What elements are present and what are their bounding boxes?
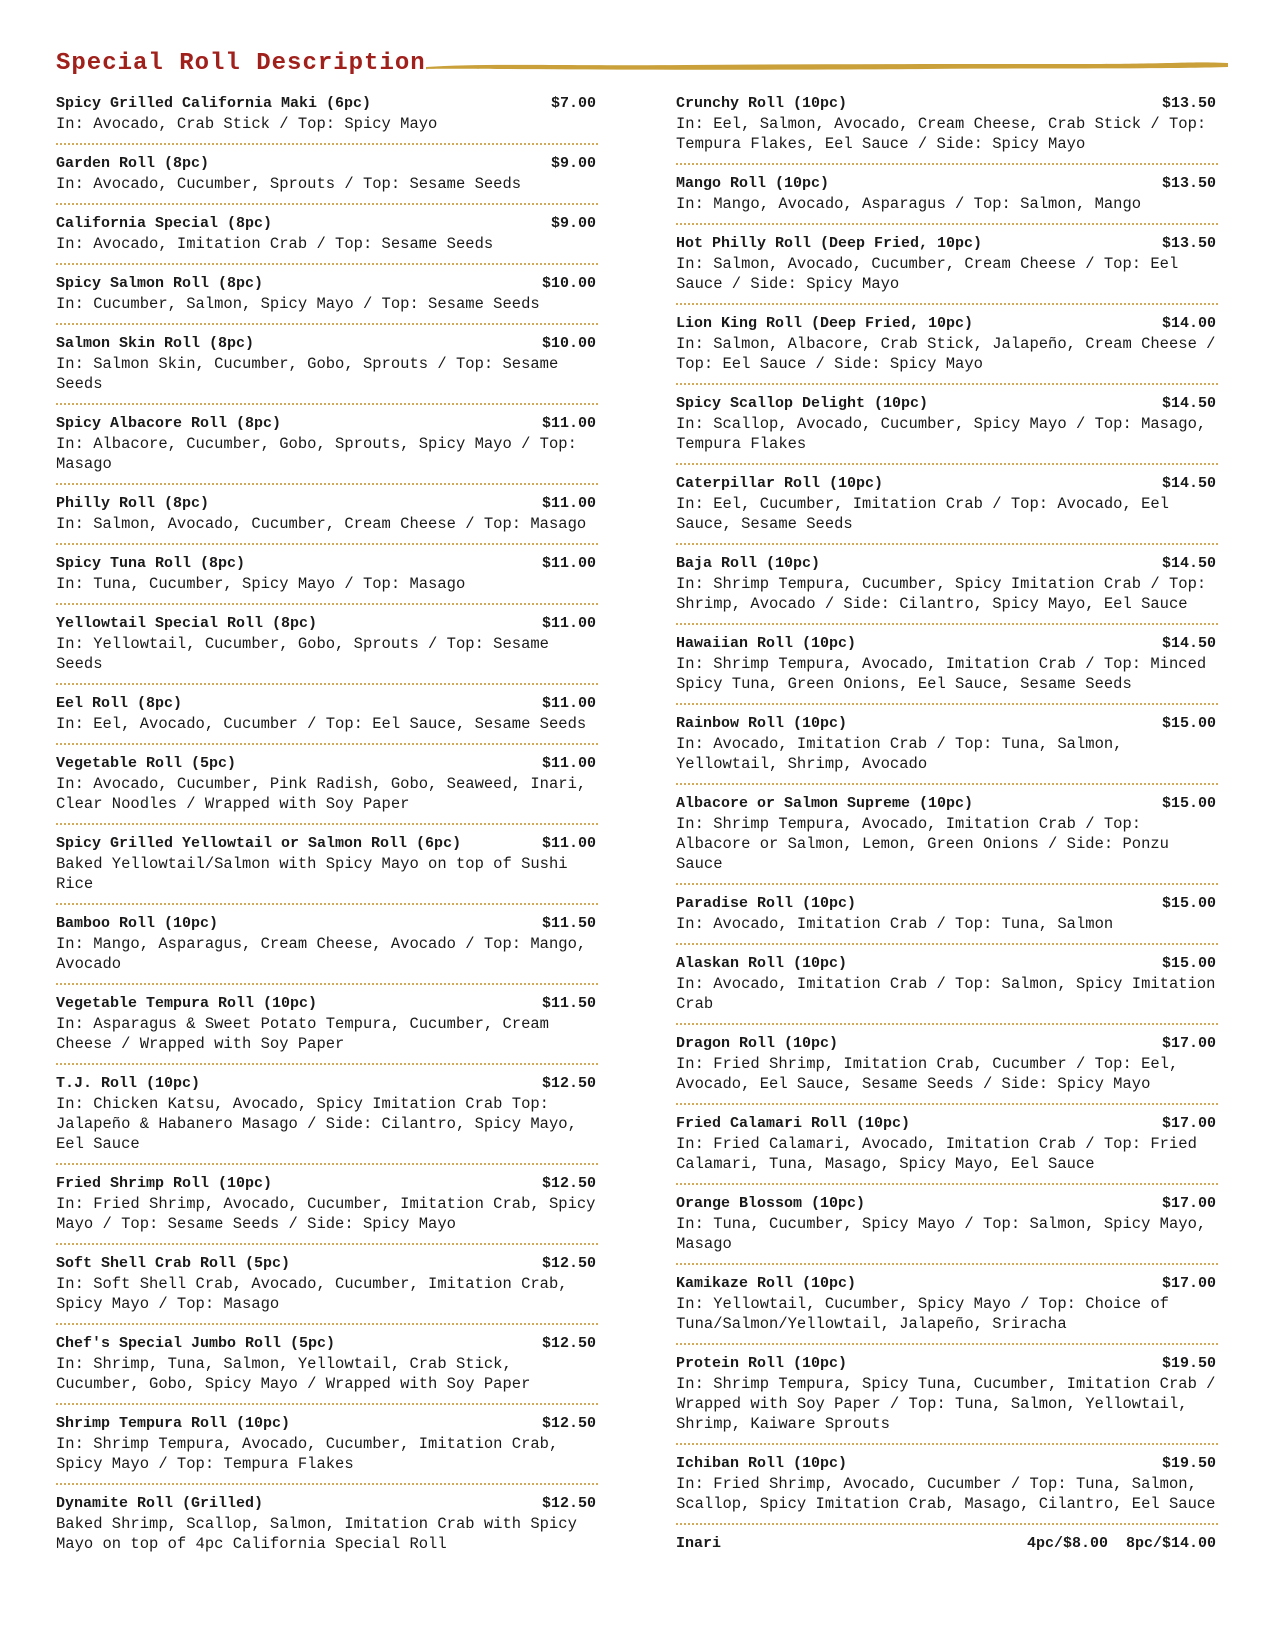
menu-item-name: Dynamite Roll (Grilled) [56,1495,264,1512]
menu-item-name: Orange Blossom (10pc) [676,1195,866,1212]
menu-item-header [676,1114,1218,1134]
menu-item-price: $15.00 [1161,895,1216,912]
menu-item-name: Vegetable Roll (5pc) [56,755,237,772]
menu-item [56,1254,598,1325]
menu-item-description: In: Salmon, Avocado, Cucumber, Cream Cheese / Top: Masago [56,515,587,533]
menu-item [676,554,1218,625]
menu-item-name: Baja Roll (10pc) [676,555,821,572]
menu-item-name: Paradise Roll (10pc) [676,895,857,912]
menu-item [56,94,598,145]
menu-item-price: 4pc/$8.00 8pc/$14.00 [1026,1535,1216,1552]
menu-item [56,834,598,905]
menu-item-description: In: Shrimp Tempura, Cucumber, Spicy Imitation Crab / Top: Shrimp, Avocado / Side: Cilantro, Spicy Mayo, Eel Sauce [676,575,1207,613]
menu-item-name: Spicy Grilled Yellowtail or Salmon Roll (6pc) [56,835,462,852]
menu-item-name: T.J. Roll (10pc) [56,1075,201,1092]
menu-item-header [56,994,598,1014]
menu-item-name: Hawaiian Roll (10pc) [676,635,857,652]
menu-item-header [56,1074,598,1094]
menu-item-header [56,214,598,234]
menu-item-header [676,474,1218,494]
menu-item-name: Hot Philly Roll (Deep Fried, 10pc) [676,235,983,252]
menu-item [56,274,598,325]
menu-item-description: In: Yellowtail, Cucumber, Gobo, Sprouts / Top: Sesame Seeds [56,635,549,673]
menu-header [56,44,1228,84]
menu-item-name: Chef's Special Jumbo Roll (5pc) [56,1335,336,1352]
menu-item-header [56,834,598,854]
menu-item-price: $10.00 [541,275,596,292]
menu-item [56,914,598,985]
menu-item-price: $19.50 [1161,1355,1216,1372]
menu-item-price: $11.00 [541,495,596,512]
menu-item-header [676,94,1218,114]
menu-item-name: Bamboo Roll (10pc) [56,915,219,932]
menu-item-description: In: Fried Shrimp, Imitation Crab, Cucumber / Top: Eel, Avocado, Eel Sauce, Sesame Seeds / Side: Spicy Mayo [676,1055,1179,1093]
menu-item-description: In: Albacore, Cucumber, Gobo, Sprouts, Spicy Mayo / Top: Masago [56,435,577,473]
menu-item-name: Alaskan Roll (10pc) [676,955,848,972]
menu-item-price: $15.00 [1161,795,1216,812]
menu-item-price: $12.50 [541,1075,596,1092]
menu-item-header [676,314,1218,334]
menu-item-price: $17.00 [1161,1115,1216,1132]
menu-item-price: $14.00 [1161,315,1216,332]
menu-item-header [56,494,598,514]
menu-item-description: In: Yellowtail, Cucumber, Spicy Mayo / Top: Choice of Tuna/Salmon/Yellowtail, Jalapeño, Sriracha [676,1295,1169,1333]
menu-item-header [56,1414,598,1434]
menu-item [56,614,598,685]
page-title: Special Roll Description [56,50,426,77]
menu-item [56,1414,598,1485]
menu-item [56,754,598,825]
menu-item [676,714,1218,785]
menu-item-header [676,234,1218,254]
menu-item-description: In: Shrimp Tempura, Avocado, Imitation Crab / Top: Albacore or Salmon, Lemon, Green Onions / Side: Ponzu Sauce [676,815,1169,873]
menu-item-description: Baked Yellowtail/Salmon with Spicy Mayo on top of Sushi Rice [56,855,568,893]
menu-item-description: In: Soft Shell Crab, Avocado, Cucumber, Imitation Crab, Spicy Mayo / Top: Masago [56,1275,568,1313]
menu-item-price: $15.00 [1161,715,1216,732]
menu-item-name: Protein Roll (10pc) [676,1355,848,1372]
menu-item-price: $7.00 [550,95,596,112]
menu-item-price: $13.50 [1161,175,1216,192]
menu-item-name: Lion King Roll (Deep Fried, 10pc) [676,315,974,332]
menu-item-price: $11.00 [541,615,596,632]
menu-item-price: $13.50 [1161,235,1216,252]
menu-item [56,494,598,545]
menu-item-header [56,1254,598,1274]
menu-item-description: In: Eel, Cucumber, Imitation Crab / Top: Avocado, Eel Sauce, Sesame Seeds [676,495,1169,533]
menu-item-name: Yellowtail Special Roll (8pc) [56,615,318,632]
menu-item-price: $15.00 [1161,955,1216,972]
menu-item-header [56,414,598,434]
menu-item-price: $14.50 [1161,555,1216,572]
menu-item-description: In: Shrimp, Tuna, Salmon, Yellowtail, Crab Stick, Cucumber, Gobo, Spicy Mayo / Wrapped with Soy Paper [56,1355,531,1393]
menu-item-header [676,1354,1218,1374]
menu-item-description: In: Avocado, Crab Stick / Top: Spicy Mayo [56,115,438,133]
menu-item-price: $11.00 [541,415,596,432]
menu-item [56,1494,598,1563]
menu-item-header [56,1334,598,1354]
menu-item-name: Fried Calamari Roll (10pc) [676,1115,911,1132]
menu-item-price: $9.00 [550,215,596,232]
menu-item-description: In: Asparagus & Sweet Potato Tempura, Cucumber, Cream Cheese / Wrapped with Soy Paper [56,1015,549,1053]
menu-item [676,1534,1218,1563]
menu-item-header [676,714,1218,734]
menu-item-name: Albacore or Salmon Supreme (10pc) [676,795,974,812]
menu-item-price: $11.50 [541,995,596,1012]
menu-item [676,1354,1218,1445]
menu-item-price: $14.50 [1161,635,1216,652]
menu-item-header [56,614,598,634]
menu-item-header [56,334,598,354]
menu-item-header [56,1174,598,1194]
menu-item-name: Vegetable Tempura Roll (10pc) [56,995,318,1012]
menu-item-description: In: Avocado, Cucumber, Pink Radish, Gobo, Seaweed, Inari, Clear Noodles / Wrapped with Soy Paper [56,775,587,813]
menu-item [676,1274,1218,1345]
menu-item-price: $11.00 [541,835,596,852]
menu-item-header [56,554,598,574]
menu-item-name: Inari [676,1535,722,1552]
menu-item [676,94,1218,165]
menu-item-price: $11.00 [541,755,596,772]
menu-item-header [56,154,598,174]
menu-item-header [676,174,1218,194]
menu-item [56,154,598,205]
menu-item [56,1074,598,1165]
menu-item-price: $13.50 [1161,95,1216,112]
menu-item-header [56,754,598,774]
menu-item-description: In: Chicken Katsu, Avocado, Spicy Imitation Crab Top: Jalapeño & Habanero Masago / Side: Cilantro, Spicy Mayo, Eel Sauce [56,1095,577,1153]
menu-item-price: $11.00 [541,555,596,572]
menu-item-description: In: Avocado, Imitation Crab / Top: Sesame Seeds [56,235,494,253]
menu-item-header [56,1494,598,1514]
menu-item-description: Baked Shrimp, Scallop, Salmon, Imitation Crab with Spicy Mayo on top of 4pc California Special Roll [56,1515,577,1553]
menu-item [676,234,1218,305]
menu-item-name: Garden Roll (8pc) [56,155,210,172]
menu-item-name: Shrimp Tempura Roll (10pc) [56,1415,291,1432]
menu-item-header [56,694,598,714]
menu-item-header [676,894,1218,914]
menu-item-header [56,94,598,114]
menu-item-name: Spicy Albacore Roll (8pc) [56,415,282,432]
menu-item [56,694,598,745]
menu-item-header [676,1194,1218,1214]
menu-item-name: Fried Shrimp Roll (10pc) [56,1175,273,1192]
menu-item-price: $17.00 [1161,1275,1216,1292]
menu-item [56,214,598,265]
menu-item-header [676,1454,1218,1474]
menu-item-name: Philly Roll (8pc) [56,495,210,512]
menu-item-header [676,1274,1218,1294]
menu-item [56,554,598,605]
menu-column-right [676,94,1218,1572]
menu-item-header [56,274,598,294]
menu-item-name: Spicy Salmon Roll (8pc) [56,275,264,292]
menu-column-left [56,94,598,1572]
menu-item-price: $12.50 [541,1335,596,1352]
menu-item-description: In: Avocado, Cucumber, Sprouts / Top: Sesame Seeds [56,175,522,193]
menu-item-description: In: Salmon Skin, Cucumber, Gobo, Sprouts / Top: Sesame Seeds [56,355,559,393]
menu-item [56,1334,598,1405]
menu-item-description: In: Mango, Asparagus, Cream Cheese, Avocado / Top: Mango, Avocado [56,935,587,973]
menu-item-description: In: Fried Shrimp, Avocado, Cucumber, Imitation Crab, Spicy Mayo / Top: Sesame Seeds / Side: Spicy Mayo [56,1195,596,1233]
menu-item-description: In: Mango, Avocado, Asparagus / Top: Salmon, Mango [676,195,1142,213]
menu-item-name: Soft Shell Crab Roll (5pc) [56,1255,291,1272]
menu-item-description: In: Eel, Salmon, Avocado, Cream Cheese, Crab Stick / Top: Tempura Flakes, Eel Sauce / Side: Spicy Mayo [676,115,1207,153]
menu-item-header [676,634,1218,654]
menu-item-price: $11.00 [541,695,596,712]
brush-stroke-divider [426,58,1228,72]
menu-item-name: Dragon Roll (10pc) [676,1035,839,1052]
menu-item-price: $11.50 [541,915,596,932]
menu-item-name: Salmon Skin Roll (8pc) [56,335,255,352]
menu-item [676,1114,1218,1185]
menu-item [676,634,1218,705]
menu-item-header [676,1534,1218,1554]
menu-item [676,314,1218,385]
menu-item-description: In: Shrimp Tempura, Avocado, Imitation Crab / Top: Minced Spicy Tuna, Green Onions, Eel Sauce, Sesame Seeds [676,655,1207,693]
menu-item-name: Ichiban Roll (10pc) [676,1455,848,1472]
menu-item-description: In: Scallop, Avocado, Cucumber, Spicy Mayo / Top: Masago, Tempura Flakes [676,415,1207,453]
menu-item [56,334,598,405]
menu-item-description: In: Tuna, Cucumber, Spicy Mayo / Top: Salmon, Spicy Mayo, Masago [676,1215,1207,1253]
menu-item [676,954,1218,1025]
menu-item-description: In: Fried Calamari, Avocado, Imitation Crab / Top: Fried Calamari, Tuna, Masago, Spicy Mayo, Eel Sauce [676,1135,1197,1173]
menu-item-price: $12.50 [541,1175,596,1192]
menu-item-description: In: Cucumber, Salmon, Spicy Mayo / Top: Sesame Seeds [56,295,540,313]
menu-item [676,1034,1218,1105]
menu-item-price: $14.50 [1161,475,1216,492]
menu-item-price: $9.00 [550,155,596,172]
menu-item-header [676,794,1218,814]
menu-item-description: In: Fried Shrimp, Avocado, Cucumber / Top: Tuna, Salmon, Scallop, Spicy Imitation Crab, Masago, Cilantro, Eel Sauce [676,1475,1216,1513]
menu-item-description: In: Salmon, Albacore, Crab Stick, Jalapeño, Cream Cheese / Top: Eel Sauce / Side: Spicy Mayo [676,335,1216,373]
menu-item-header [676,554,1218,574]
menu-item [676,1194,1218,1265]
menu-item [56,1174,598,1245]
menu-item-price: $12.50 [541,1495,596,1512]
menu-item-price: $17.00 [1161,1035,1216,1052]
menu-item-description: In: Shrimp Tempura, Spicy Tuna, Cucumber, Imitation Crab / Wrapped with Soy Paper / Top: Tuna, Salmon, Yellowtail, Shrimp, Kaiware Sprouts [676,1375,1216,1433]
menu-item-description: In: Avocado, Imitation Crab / Top: Tuna, Salmon, Yellowtail, Shrimp, Avocado [676,735,1123,773]
menu-item-name: Mango Roll (10pc) [676,175,830,192]
menu-item [676,894,1218,945]
menu-item-price: $12.50 [541,1415,596,1432]
menu-item [676,794,1218,885]
menu-item-name: Rainbow Roll (10pc) [676,715,848,732]
menu-item-price: $12.50 [541,1255,596,1272]
menu-item-name: Spicy Scallop Delight (10pc) [676,395,929,412]
menu-item-price: $19.50 [1161,1455,1216,1472]
menu-item-header [676,394,1218,414]
menu-item-price: $14.50 [1161,395,1216,412]
menu-item-price: $10.00 [541,335,596,352]
menu-item-name: Spicy Tuna Roll (8pc) [56,555,246,572]
menu-item [676,394,1218,465]
menu-item-description: In: Avocado, Imitation Crab / Top: Salmon, Spicy Imitation Crab [676,975,1216,1013]
menu-item-name: California Special (8pc) [56,215,273,232]
menu-item-header [676,1034,1218,1054]
menu-item-description: In: Eel, Avocado, Cucumber / Top: Eel Sauce, Sesame Seeds [56,715,587,733]
menu-item-name: Kamikaze Roll (10pc) [676,1275,857,1292]
menu-item-header [676,954,1218,974]
menu-item [56,994,598,1065]
menu-item [56,414,598,485]
menu-item-price: $17.00 [1161,1195,1216,1212]
menu-item [676,1454,1218,1525]
menu-item-header [56,914,598,934]
menu-item-description: In: Salmon, Avocado, Cucumber, Cream Cheese / Top: Eel Sauce / Side: Spicy Mayo [676,255,1179,293]
menu-item-description: In: Avocado, Imitation Crab / Top: Tuna, Salmon [676,915,1114,933]
menu-item [676,474,1218,545]
menu-item [676,174,1218,225]
menu-item-description: In: Shrimp Tempura, Avocado, Cucumber, Imitation Crab, Spicy Mayo / Top: Tempura Flakes [56,1435,559,1473]
menu-item-name: Spicy Grilled California Maki (6pc) [56,95,372,112]
menu-item-description: In: Tuna, Cucumber, Spicy Mayo / Top: Masago [56,575,466,593]
menu-item-name: Crunchy Roll (10pc) [676,95,848,112]
menu-item-name: Eel Roll (8pc) [56,695,183,712]
menu-item-name: Caterpillar Roll (10pc) [676,475,884,492]
